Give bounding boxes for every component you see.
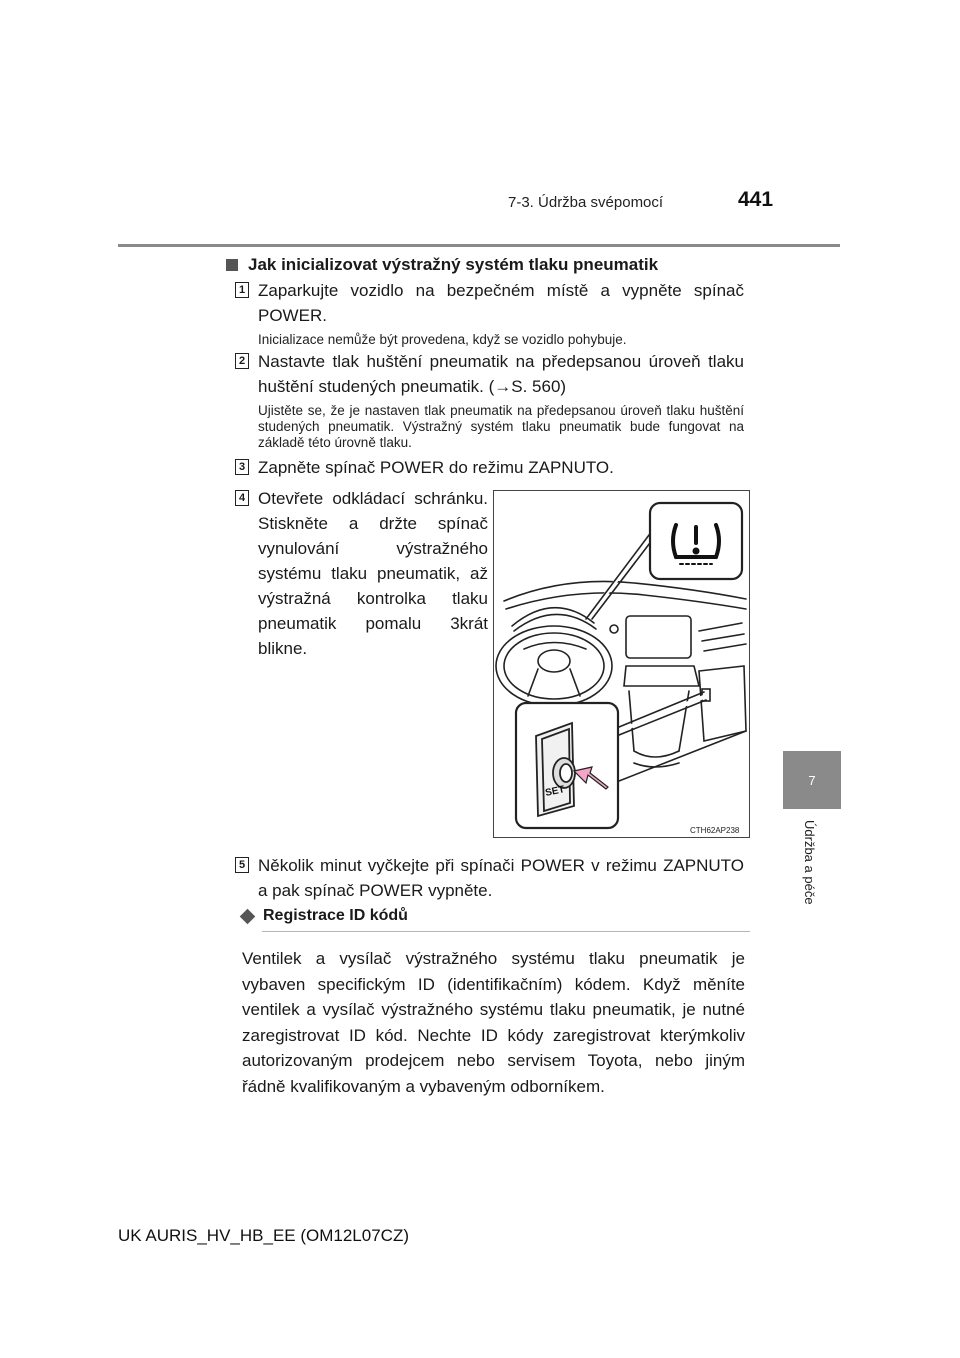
step-number-1: 1 [235,282,249,298]
step-number-2: 2 [235,353,249,369]
chapter-label: Údržba a péče [802,820,817,905]
step-number-4: 4 [235,490,249,506]
step-1-note: Inicializace nemůže být provedena, když se vozidlo pohybuje. [258,332,627,347]
header-section-title: 7-3. Údržba svépomocí [508,194,664,211]
illustration-code: CTH62AP238 [690,826,740,835]
subsection-title-text: Registrace ID kódů [263,907,408,924]
section-title [226,255,658,275]
step-number-5: 5 [235,857,249,873]
step-2-note: Ujistěte se, že je nastaven tlak pneumatik na předepsanou úroveň tlaku huštění studených pneumatik. Výstražný systém tlaku pneumatik bude fungovat na základě této úrovně tlaku. [258,403,744,450]
footer-model-code: UK AURIS_HV_HB_EE (OM12L07CZ) [118,1226,409,1245]
glovebox-switch-illustration [493,490,750,838]
diamond-bullet-icon [240,908,256,924]
chapter-tab [783,751,841,809]
subsection-title [242,907,408,925]
step-number-3: 3 [235,459,249,475]
step-1-text: Zaparkujte vozidlo na bezpečném místě a vypněte spínač POWER. [258,281,744,325]
subsection-rule [262,931,750,932]
subsection-body: Ventilek a vysílač výstražného systému tlaku pneumatik je vybaven specifickým ID (identifikačním) kódem. Když měníte ventilek a vysílač výstražného systému tlaku pneumatik, je nutné zaregistrovat ID kód. Nechte ID kódy zaregistrovat kterýmkoliv autorizovaným prodejcem nebo servisem Toyota, nebo jiným řádně kvalifikovaným a vybaveným odborníkem. [242,949,745,1096]
dashboard-drawing [494,491,749,837]
set-switch-label: SET [544,784,566,799]
step-4-text: Otevřete odkládací schránku. Stiskněte a držte spínač vynulování výstražného systému tlaku pneumatik, až výstražná kontrolka tlaku pneumatik pomalu 3krát blikne. [258,489,488,658]
section-title-text: Jak inicializovat výstražný systém tlaku pneumatik [248,255,659,274]
header-rule [118,244,840,247]
step-2-text: Nastavte tlak huštění pneumatik na předepsanou úroveň tlaku huštění studených pneumatik. (→S. 560) [258,352,744,396]
step-5-text: Několik minut vyčkejte při spínači POWER v režimu ZAPNUTO a pak spínač POWER vypněte. [258,856,744,900]
step-3-text: Zapněte spínač POWER do režimu ZAPNUTO. [258,458,614,477]
chapter-number: 7 [808,772,816,788]
square-bullet-icon [226,259,238,271]
page-number: 441 [738,188,774,211]
